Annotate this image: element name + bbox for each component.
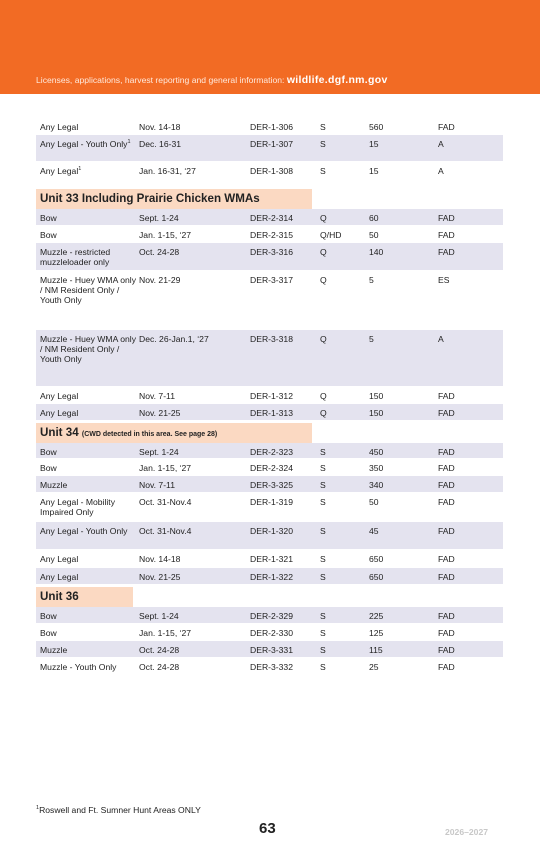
unit-title: Unit 33 Including Prairie Chicken WMAs	[40, 192, 260, 205]
hunt-type-cell	[40, 166, 136, 176]
hunt-code-cell	[250, 611, 293, 621]
bag-limit-text: A	[438, 139, 444, 149]
licenses-text: 50	[369, 497, 379, 507]
hunt-dates-cell	[139, 554, 180, 564]
license-type-cell	[320, 526, 326, 536]
license-type-cell	[320, 480, 326, 490]
hunt-code-text: DER-2-330	[250, 628, 293, 638]
hunt-type-text: Any Legal	[40, 554, 79, 564]
hunt-dates-cell	[139, 611, 179, 621]
hunt-type-text: Muzzle	[40, 480, 68, 490]
bag-limit-text: FAD	[438, 122, 455, 132]
bag-limit-text: FAD	[438, 480, 455, 490]
hunt-type-cell	[40, 275, 136, 305]
licenses-cell	[369, 213, 379, 223]
hunt-code-text: DER-1-319	[250, 497, 293, 507]
hunt-dates-text: Nov. 21-25	[139, 408, 181, 418]
hunt-type-cell	[40, 247, 136, 267]
license-type-text: S	[320, 497, 326, 507]
hunt-type-text: Bow	[40, 447, 57, 457]
bag-limit-text: FAD	[438, 497, 455, 507]
hunt-code-cell	[250, 275, 293, 285]
hunt-dates-text: Sept. 1-24	[139, 213, 179, 223]
bag-limit-cell	[438, 463, 455, 473]
table-row	[36, 271, 503, 330]
hunt-type-text: Any Legal - Youth Only	[40, 526, 128, 536]
license-type-text: Q/HD	[320, 230, 342, 240]
licenses-text: 350	[369, 463, 384, 473]
licenses-cell	[369, 139, 379, 149]
bag-limit-cell	[438, 645, 455, 655]
hunt-code-text: DER-2-324	[250, 463, 293, 473]
bag-limit-cell	[438, 213, 455, 223]
license-type-cell	[320, 213, 327, 223]
license-type-text: Q	[320, 213, 327, 223]
table-row	[36, 607, 503, 624]
hunt-code-text: DER-3-316	[250, 247, 293, 257]
table-row	[36, 493, 503, 522]
table-row	[36, 624, 503, 641]
licenses-cell	[369, 166, 379, 176]
licenses-text: 225	[369, 611, 384, 621]
bag-limit-cell	[438, 408, 455, 418]
license-type-text: S	[320, 139, 326, 149]
hunt-code-cell	[250, 213, 293, 223]
table-row	[36, 404, 503, 421]
hunt-code-cell	[250, 122, 293, 132]
table-row	[36, 330, 503, 387]
hunt-dates-cell	[139, 497, 191, 507]
bag-limit-text: FAD	[438, 662, 455, 672]
hunt-type-cell	[40, 662, 136, 672]
hunt-code-text: DER-1-307	[250, 139, 293, 149]
licenses-cell	[369, 526, 379, 536]
hunt-dates-cell	[139, 408, 180, 418]
hunt-type-cell	[40, 463, 136, 473]
licenses-cell	[369, 408, 383, 418]
hunt-dates-text: Nov. 7-11	[139, 391, 175, 401]
hunt-type-text: Any Legal - Mobility Impaired Only	[40, 497, 115, 517]
hunt-dates-cell	[139, 334, 209, 344]
license-type-cell	[320, 247, 327, 257]
license-type-cell	[320, 391, 327, 401]
licenses-cell	[369, 611, 383, 621]
bag-limit-text: FAD	[438, 247, 455, 257]
hunt-code-text: DER-1-322	[250, 572, 293, 582]
hunt-type-cell	[40, 334, 136, 364]
bag-limit-cell	[438, 391, 455, 401]
license-type-cell	[320, 230, 341, 240]
hunt-dates-cell	[139, 463, 191, 473]
hunt-type-cell	[40, 139, 136, 149]
hunt-type-text: Bow	[40, 230, 57, 240]
hunt-dates-text: Nov. 14-18	[139, 122, 181, 132]
hunt-type-text: Bow	[40, 463, 57, 473]
hunt-dates-cell	[139, 645, 179, 655]
hunt-dates-cell	[139, 213, 179, 223]
license-type-text: S	[320, 645, 326, 655]
unit-title: Unit 34	[40, 426, 79, 439]
hunt-dates-cell	[139, 526, 191, 536]
hunt-dates-cell	[139, 122, 180, 132]
license-type-text: S	[320, 628, 326, 638]
license-type-cell	[320, 139, 326, 149]
table-row	[36, 476, 503, 493]
table-row	[36, 162, 503, 187]
hunt-table	[36, 118, 503, 686]
license-type-text: S	[320, 554, 326, 564]
license-type-text: S	[320, 166, 326, 176]
licenses-cell	[369, 230, 379, 240]
bag-limit-text: FAD	[438, 408, 455, 418]
license-type-text: Q	[320, 334, 327, 344]
licenses-cell	[369, 391, 383, 401]
hunt-code-text: DER-2-329	[250, 611, 293, 621]
licenses-text: 340	[369, 480, 384, 490]
footnote-text: Roswell and Ft. Sumner Hunt Areas ONLY	[39, 805, 201, 815]
licenses-cell	[369, 628, 383, 638]
license-type-cell	[320, 611, 326, 621]
hunt-type-text: Muzzle - Huey WMA only / NM Resident Only / Youth Only	[40, 275, 136, 305]
bag-limit-text: FAD	[438, 447, 455, 457]
hunt-dates-cell	[139, 628, 191, 638]
unit-header	[36, 421, 503, 443]
hunt-code-cell	[250, 628, 293, 638]
hunt-type-cell	[40, 554, 136, 564]
hunt-dates-cell	[139, 391, 175, 401]
licenses-text: 560	[369, 122, 384, 132]
bag-limit-cell	[438, 480, 455, 490]
hunt-dates-cell	[139, 166, 196, 176]
hunt-code-cell	[250, 166, 293, 176]
unit-header	[36, 585, 503, 607]
hunt-dates-text: Jan. 1-15, ‘27	[139, 463, 192, 473]
hunt-code-cell	[250, 139, 293, 149]
hunt-type-text: Any Legal	[40, 122, 79, 132]
license-type-text: S	[320, 122, 326, 132]
hunt-code-text: DER-3-331	[250, 645, 293, 655]
licenses-cell	[369, 497, 379, 507]
bag-limit-text: ES	[438, 275, 450, 285]
bag-limit-cell	[438, 628, 455, 638]
hunt-code-cell	[250, 247, 293, 257]
hunt-dates-text: Dec. 16-31	[139, 139, 182, 149]
hunt-dates-text: Oct. 31-Nov.4	[139, 497, 192, 507]
licenses-cell	[369, 480, 383, 490]
licenses-text: 50	[369, 230, 379, 240]
hunt-dates-text: Sept. 1-24	[139, 611, 179, 621]
hunt-code-cell	[250, 645, 293, 655]
hunt-dates-cell	[139, 572, 180, 582]
license-type-cell	[320, 572, 326, 582]
unit-label	[36, 423, 312, 443]
hunt-type-cell	[40, 526, 136, 536]
hunt-code-cell	[250, 230, 293, 240]
license-type-text: S	[320, 463, 326, 473]
hunt-type-text: Bow	[40, 611, 57, 621]
hunt-dates-text: Dec. 26-Jan.1, ‘27	[139, 334, 209, 344]
bag-limit-cell	[438, 662, 455, 672]
hunt-dates-text: Jan. 1-15, ‘27	[139, 628, 192, 638]
year-range: 2026–2027	[445, 827, 489, 837]
hunt-code-cell	[250, 463, 293, 473]
licenses-text: 115	[369, 645, 383, 655]
header-banner	[0, 0, 540, 94]
hunt-type-text: Bow	[40, 213, 57, 223]
hunt-type-cell	[40, 611, 136, 621]
hunt-code-text: DER-1-313	[250, 408, 293, 418]
license-type-cell	[320, 275, 327, 285]
bag-limit-cell	[438, 611, 455, 621]
hunt-code-cell	[250, 572, 293, 582]
license-type-cell	[320, 334, 327, 344]
hunt-type-text: Any Legal	[40, 391, 79, 401]
table-row	[36, 641, 503, 658]
license-type-cell	[320, 628, 326, 638]
hunt-type-text: Any Legal	[40, 572, 79, 582]
hunt-dates-cell	[139, 275, 180, 285]
license-type-cell	[320, 662, 326, 672]
unit-note: (CWD detected in this area. See page 28)	[81, 431, 218, 438]
bag-limit-cell	[438, 334, 444, 344]
bag-limit-cell	[438, 572, 455, 582]
hunt-type-cell	[40, 447, 136, 457]
header-info-text	[36, 74, 388, 86]
hunt-type-text: Muzzle	[40, 645, 68, 655]
hunt-type-text: Muzzle - Youth Only	[40, 662, 117, 672]
footnote-ref: 1	[78, 166, 82, 172]
header-prefix: Licenses, applications, harvest reporting and general information:	[36, 75, 285, 85]
license-type-cell	[320, 554, 326, 564]
hunt-code-text: DER-3-317	[250, 275, 293, 285]
hunt-type-text: Any Legal - Youth Only	[40, 139, 128, 149]
unit-header	[36, 187, 503, 209]
bag-limit-cell	[438, 497, 455, 507]
license-type-cell	[320, 122, 326, 132]
bag-limit-cell	[438, 247, 455, 257]
bag-limit-text: A	[438, 166, 444, 176]
hunt-type-cell	[40, 408, 136, 418]
license-type-cell	[320, 463, 326, 473]
hunt-code-cell	[250, 447, 293, 457]
licenses-text: 15	[369, 166, 379, 176]
bag-limit-cell	[438, 447, 455, 457]
table-row	[36, 387, 503, 404]
hunt-type-text: Muzzle - Huey WMA only / NM Resident Only / Youth Only	[40, 334, 136, 364]
license-type-text: S	[320, 526, 326, 536]
hunt-type-text: Any Legal	[40, 408, 79, 418]
licenses-cell	[369, 554, 383, 564]
license-type-text: Q	[320, 247, 327, 257]
unit-label	[36, 587, 133, 607]
hunt-code-cell	[250, 408, 293, 418]
licenses-text: 150	[369, 408, 384, 418]
hunt-code-cell	[250, 480, 293, 490]
bag-limit-cell	[438, 554, 455, 564]
hunt-dates-cell	[139, 230, 191, 240]
hunt-dates-cell	[139, 662, 179, 672]
header-url-link[interactable]: wildlife.dgf.nm.gov	[286, 74, 388, 86]
licenses-cell	[369, 645, 383, 655]
footnote-ref: 1	[127, 139, 131, 145]
licenses-text: 5	[369, 334, 374, 344]
table-row	[36, 568, 503, 585]
hunt-type-cell	[40, 572, 136, 582]
unit-title: Unit 36	[40, 590, 79, 603]
license-type-cell	[320, 447, 326, 457]
license-type-cell	[320, 645, 326, 655]
hunt-code-cell	[250, 334, 293, 344]
license-type-text: S	[320, 480, 326, 490]
hunt-dates-text: Nov. 21-25	[139, 572, 181, 582]
hunt-dates-text: Nov. 14-18	[139, 554, 181, 564]
licenses-text: 45	[369, 526, 379, 536]
table-row	[36, 658, 503, 686]
licenses-text: 5	[369, 275, 374, 285]
license-type-cell	[320, 497, 326, 507]
hunt-type-cell	[40, 645, 136, 655]
unit-label	[36, 189, 312, 209]
licenses-text: 125	[369, 628, 384, 638]
bag-limit-text: FAD	[438, 526, 455, 536]
hunt-code-cell	[250, 497, 293, 507]
licenses-text: 650	[369, 572, 384, 582]
footnote	[36, 805, 201, 815]
hunt-dates-text: Oct. 24-28	[139, 247, 180, 257]
hunt-dates-cell	[139, 447, 179, 457]
bag-limit-text: FAD	[438, 645, 455, 655]
license-type-text: Q	[320, 275, 327, 285]
table-row	[36, 459, 503, 476]
hunt-dates-cell	[139, 139, 181, 149]
bag-limit-text: A	[438, 334, 444, 344]
hunt-type-cell	[40, 122, 136, 132]
hunt-code-text: DER-1-312	[250, 391, 293, 401]
hunt-dates-text: Jan. 16-31, ‘27	[139, 166, 196, 176]
hunt-code-text: DER-2-315	[250, 230, 293, 240]
licenses-cell	[369, 572, 383, 582]
bag-limit-cell	[438, 139, 444, 149]
licenses-text: 650	[369, 554, 384, 564]
hunt-code-text: DER-1-306	[250, 122, 293, 132]
hunt-code-cell	[250, 391, 293, 401]
hunt-code-text: DER-3-332	[250, 662, 293, 672]
table-row	[36, 443, 503, 459]
bag-limit-text: FAD	[438, 628, 455, 638]
licenses-text: 60	[369, 213, 379, 223]
bag-limit-text: FAD	[438, 572, 455, 582]
licenses-cell	[369, 247, 383, 257]
hunt-code-text: DER-3-325	[250, 480, 293, 490]
page-number: 63	[259, 820, 276, 837]
hunt-code-text: DER-3-318	[250, 334, 293, 344]
bag-limit-text: FAD	[438, 463, 455, 473]
bag-limit-cell	[438, 122, 455, 132]
table-row	[36, 135, 503, 162]
table-row	[36, 226, 503, 243]
hunt-dates-text: Oct. 31-Nov.4	[139, 526, 192, 536]
hunt-code-cell	[250, 526, 293, 536]
license-type-text: Q	[320, 391, 327, 401]
license-type-cell	[320, 408, 327, 418]
licenses-cell	[369, 463, 383, 473]
hunt-code-text: DER-2-314	[250, 213, 293, 223]
license-type-text: S	[320, 662, 326, 672]
licenses-cell	[369, 275, 374, 285]
bag-limit-text: FAD	[438, 213, 455, 223]
hunt-type-text: Muzzle - restricted muzzleloader only	[40, 247, 111, 267]
licenses-text: 15	[369, 139, 379, 149]
bag-limit-text: FAD	[438, 391, 455, 401]
license-type-text: S	[320, 572, 326, 582]
hunt-type-cell	[40, 391, 136, 401]
hunt-code-text: DER-1-320	[250, 526, 293, 536]
licenses-cell	[369, 447, 383, 457]
hunt-dates-cell	[139, 480, 175, 490]
licenses-text: 25	[369, 662, 379, 672]
licenses-text: 450	[369, 447, 384, 457]
hunt-type-cell	[40, 628, 136, 638]
licenses-text: 150	[369, 391, 384, 401]
hunt-code-cell	[250, 662, 293, 672]
hunt-code-text: DER-1-308	[250, 166, 293, 176]
licenses-cell	[369, 334, 374, 344]
bag-limit-cell	[438, 230, 455, 240]
hunt-dates-cell	[139, 247, 179, 257]
bag-limit-text: FAD	[438, 611, 455, 621]
licenses-cell	[369, 122, 383, 132]
hunt-type-cell	[40, 480, 136, 490]
hunt-dates-text: Nov. 7-11	[139, 480, 175, 490]
licenses-cell	[369, 662, 379, 672]
license-type-text: S	[320, 447, 326, 457]
licenses-text: 140	[369, 247, 384, 257]
bag-limit-cell	[438, 166, 444, 176]
bag-limit-text: FAD	[438, 230, 455, 240]
hunt-type-cell	[40, 213, 136, 223]
hunt-code-cell	[250, 554, 293, 564]
hunt-type-text: Any Legal	[40, 166, 79, 176]
table-row	[36, 550, 503, 568]
hunt-dates-text: Nov. 21-29	[139, 275, 181, 285]
table-row	[36, 209, 503, 226]
license-type-cell	[320, 166, 326, 176]
hunt-code-text: DER-1-321	[250, 554, 293, 564]
bag-limit-cell	[438, 526, 455, 536]
license-type-text: S	[320, 611, 326, 621]
hunt-dates-text: Sept. 1-24	[139, 447, 179, 457]
hunt-dates-text: Oct. 24-28	[139, 645, 180, 655]
table-row	[36, 243, 503, 271]
hunt-type-cell	[40, 230, 136, 240]
bag-limit-cell	[438, 275, 449, 285]
hunt-dates-text: Jan. 1-15, ‘27	[139, 230, 192, 240]
bag-limit-text: FAD	[438, 554, 455, 564]
hunt-type-cell	[40, 497, 136, 517]
hunt-code-text: DER-2-323	[250, 447, 293, 457]
table-row	[36, 522, 503, 550]
table-row	[36, 118, 503, 135]
hunt-dates-text: Oct. 24-28	[139, 662, 180, 672]
hunt-type-text: Bow	[40, 628, 57, 638]
license-type-text: Q	[320, 408, 327, 418]
footnote-mark: 1	[36, 805, 40, 812]
